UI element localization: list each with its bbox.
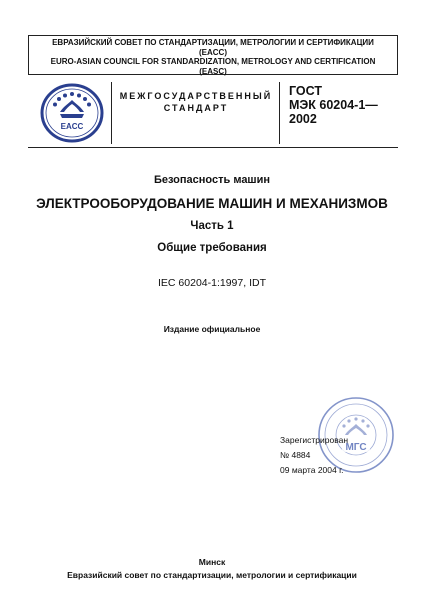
footer-publisher: Евразийский совет по стандартизации, метрологии и сертификации — [67, 570, 357, 580]
gost-line3: 2002 — [289, 112, 317, 126]
standard-type-line1: МЕЖГОСУДАРСТВЕННЫЙ — [119, 91, 273, 101]
header-divider-bottom — [28, 147, 398, 148]
title-main: ЭЛЕКТРООБОРУДОВАНИЕ МАШИН И МЕХАНИЗМОВ — [36, 196, 388, 211]
council-abbr-ru: (EACC) — [199, 47, 227, 57]
council-header-box — [28, 35, 398, 75]
easc-emblem-icon — [38, 82, 106, 144]
registration-date: 09 марта 2004 г. — [280, 465, 344, 475]
header-divider-right — [279, 82, 280, 144]
gost-line1: ГОСТ — [289, 84, 322, 98]
title-part: Часть 1 — [190, 220, 234, 232]
footer-city: Минск — [198, 557, 226, 567]
header-divider-left — [111, 82, 112, 144]
edition-note: Издание официальное — [163, 324, 261, 334]
council-name-en: EURO-ASIAN COUNCIL FOR STANDARDIZATION, METROLOGY AND CERTIFICATION — [50, 57, 376, 66]
registration-block — [280, 433, 348, 478]
title-general: Общие требования — [157, 242, 267, 254]
standard-type — [116, 90, 276, 114]
emblem-label: EACC — [60, 122, 84, 131]
registration-number: № 4884 — [280, 450, 311, 460]
council-name-ru: ЕВРАЗИЙСКИЙ СОВЕТ ПО СТАНДАРТИЗАЦИИ, МЕТРОЛОГИИ И СЕРТИФИКАЦИИ — [52, 38, 374, 47]
council-abbr-en: (EASC) — [199, 66, 227, 76]
iec-reference: IEC 60204-1:1997, IDT — [158, 277, 266, 289]
standard-type-line2: СТАНДАРТ — [163, 103, 229, 113]
registration-label: Зарегистрирован — [280, 435, 349, 445]
stamp-label: МГС — [345, 442, 367, 453]
gost-line2: МЭК 60204-1— — [289, 98, 378, 112]
gost-designation — [289, 84, 399, 126]
title-safety: Безопасность машин — [153, 174, 271, 186]
